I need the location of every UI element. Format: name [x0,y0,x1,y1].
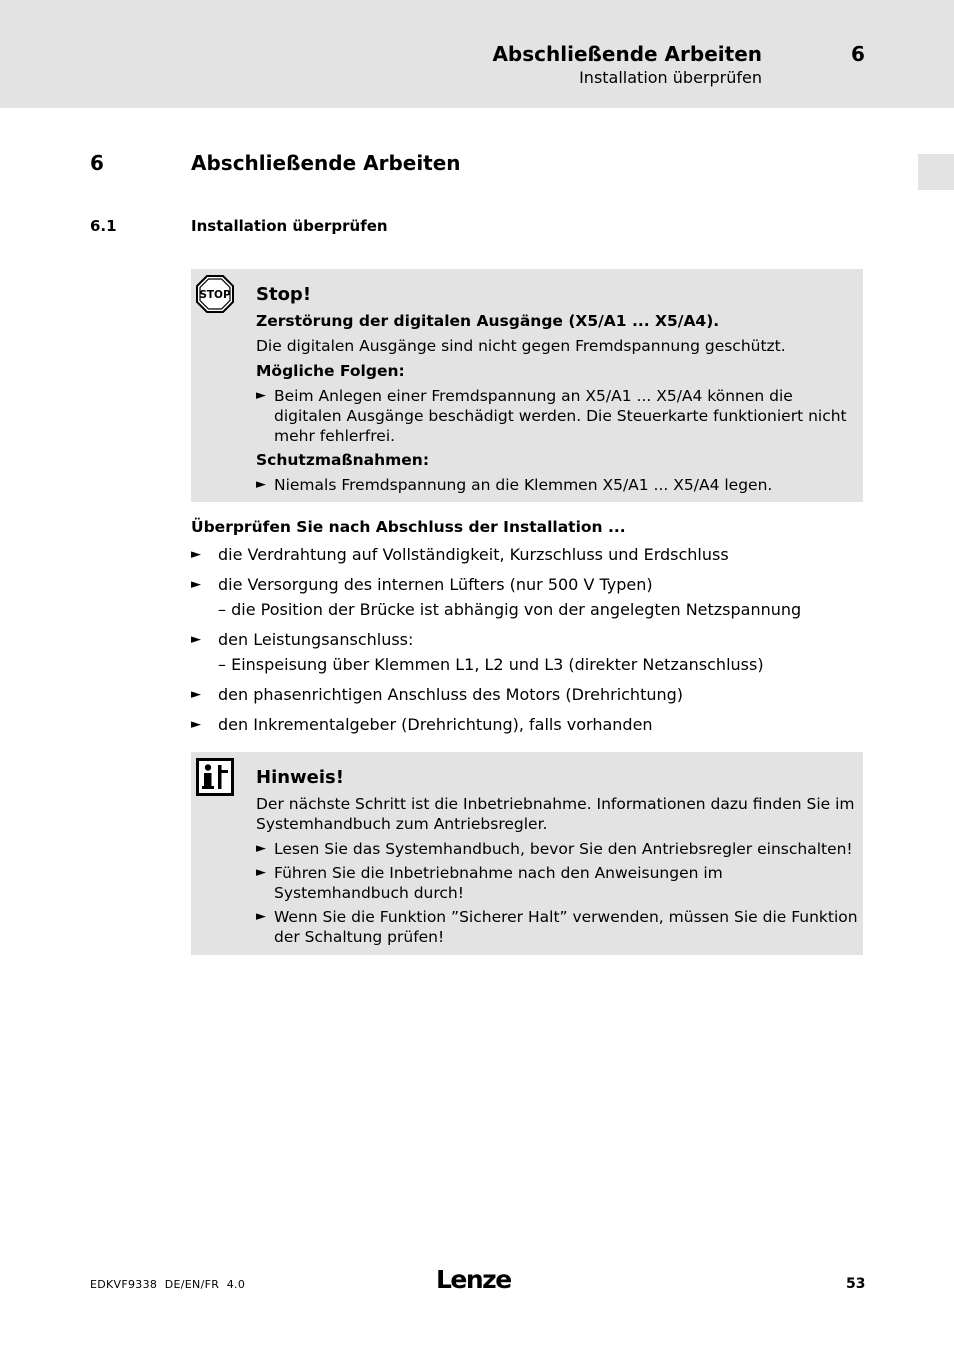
measure-text: Niemals Fremdspannung an die Klemmen X5/A1 ... X5/A4 legen. [274,476,773,494]
section-title: Abschließende Arbeiten [191,151,461,175]
bullet-arrow-icon: ► [191,547,201,562]
list-item-text: die Versorgung des internen Lüfters (nur 500 V Typen) [218,575,653,594]
header-subtitle: Installation überprüfen [579,68,762,87]
consequences-label: Mögliche Folgen: [256,362,405,380]
stop-sign-text: STOP [199,289,231,301]
measure-item [256,475,861,495]
bullet-arrow-icon: ► [256,388,266,403]
bullet-arrow-icon: ► [191,632,201,647]
list-item-text: die Verdrahtung auf Vollständigkeit, Kurzschluss und Erdschluss [218,545,729,564]
lenze-logo [436,1264,516,1298]
stop-box-text: Die digitalen Ausgänge sind nicht gegen Fremdspannung geschützt. [256,337,786,355]
consequence-item [256,386,861,446]
consequence-text: Beim Anlegen einer Fremdspannung an X5/A1 ... X5/A4 können die digitalen Ausgänge beschädigt werden. Die Steuerkarte funktioniert nicht mehr fehlerfrei. [274,387,847,445]
list-item-subtext: – Einspeisung über Klemmen L1, L2 und L3 (direkter Netzanschluss) [218,655,764,674]
chapter-tab-marker [918,154,954,190]
stop-box-heading: Zerstörung der digitalen Ausgänge (X5/A1 ... X5/A4). [256,312,720,330]
stop-box-title: Stop! [256,284,312,305]
bullet-arrow-icon: ► [256,841,266,856]
footer-doc-id: EDKVF9338 DE/EN/FR 4.0 [90,1278,246,1291]
bullet-arrow-icon: ► [191,687,201,702]
note-item-text: Führen Sie die Inbetriebnahme nach den Anweisungen im Systemhandbuch durch! [274,864,723,902]
list-item [191,685,871,705]
list-item [191,545,871,565]
header-title: Abschließende Arbeiten [492,42,762,66]
checklist [191,545,871,745]
list-item-text: den phasenrichtigen Anschluss des Motors (Drehrichtung) [218,685,684,704]
note-box-content [256,768,861,951]
info-icon [196,758,234,800]
note-item-text: Lesen Sie das Systemhandbuch, bevor Sie den Antriebsregler einschalten! [274,840,853,858]
note-item [256,907,861,947]
note-item-text: Wenn Sie die Funktion ”Sicherer Halt” verwenden, müssen Sie die Funktion der Schaltung prüfen! [274,908,858,946]
list-item [191,715,871,735]
bullet-arrow-icon: ► [256,865,266,880]
list-item [191,575,871,620]
note-box-title: Hinweis! [256,767,344,788]
header-chapter-number: 6 [851,42,865,66]
note-box-text: Der nächste Schritt ist die Inbetriebnahme. Informationen dazu finden Sie im Systemhandbuch zum Antriebsregler. [256,795,855,833]
measures-label: Schutzmaßnahmen: [256,451,430,469]
note-item [256,839,861,859]
list-item-text: den Inkrementalgeber (Drehrichtung), falls vorhanden [218,715,653,734]
note-item [256,863,861,903]
list-item-text: den Leistungsanschluss: [218,630,414,649]
logo-text: Lenze [436,1265,511,1294]
page-number: 53 [846,1276,866,1292]
list-item-subtext: – die Position der Brücke ist abhängig von der angelegten Netzspannung [218,600,802,619]
bullet-arrow-icon: ► [191,577,201,592]
subsection-title: Installation überprüfen [191,217,388,235]
checklist-title: Überprüfen Sie nach Abschluss der Installation ... [191,518,626,536]
stop-warning-box [191,269,863,502]
bullet-arrow-icon: ► [256,477,266,492]
note-box [191,752,863,955]
bullet-arrow-icon: ► [256,909,266,924]
stop-sign-icon [196,275,234,317]
list-item [191,630,871,675]
subsection-number: 6.1 [90,217,117,235]
bullet-arrow-icon: ► [191,717,201,732]
stop-box-content [256,285,861,499]
page-header [0,0,954,108]
section-number: 6 [90,151,104,175]
